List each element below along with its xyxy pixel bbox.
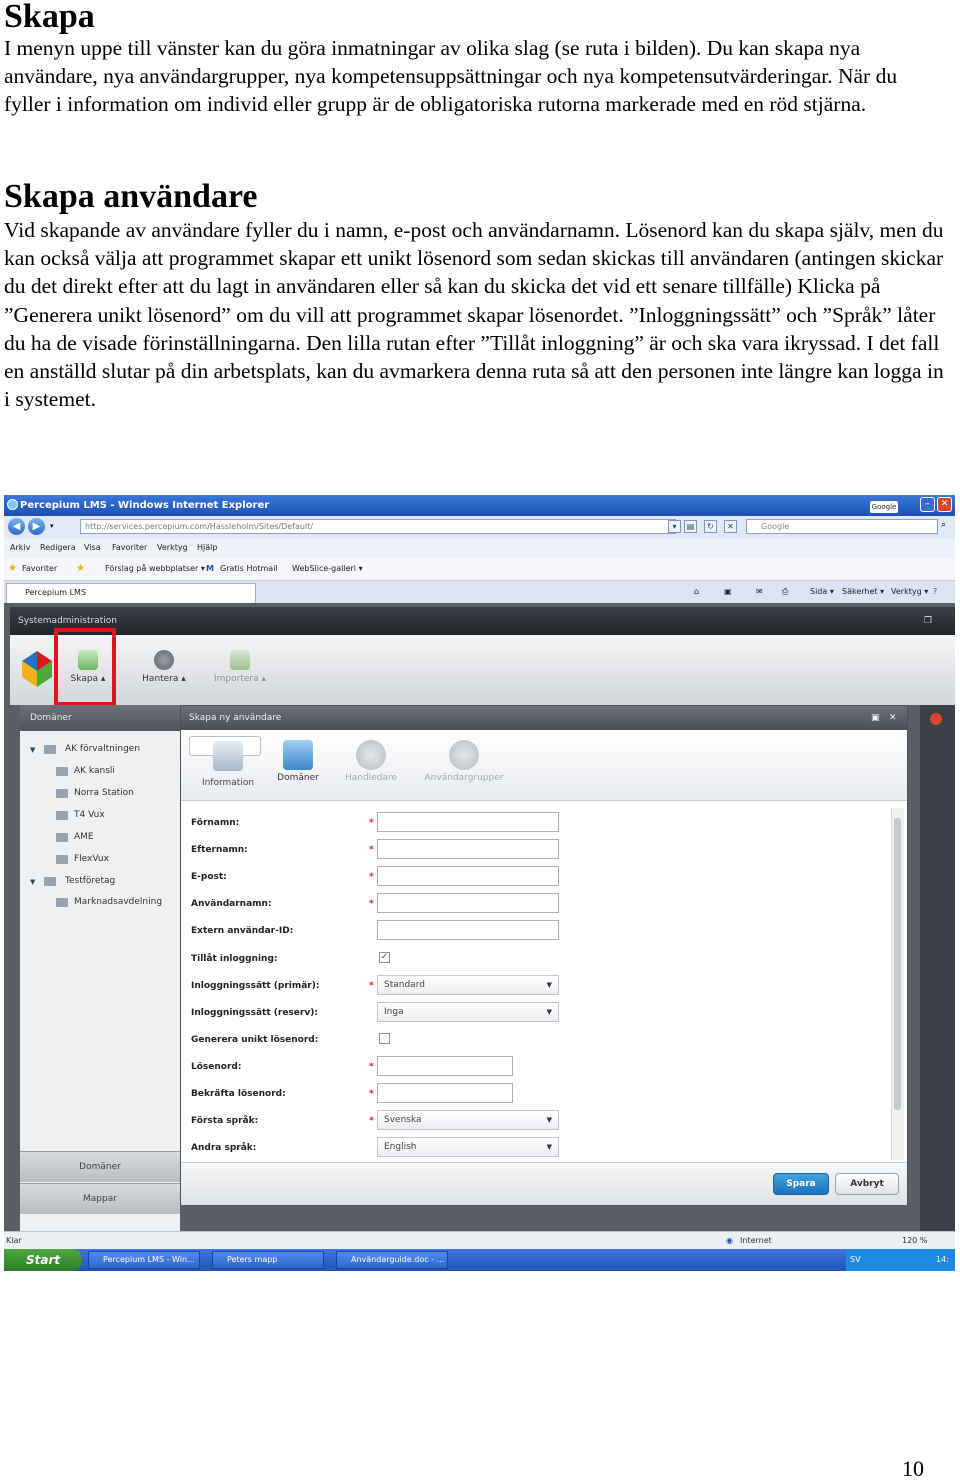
label-external-id: Extern användar-ID:: [191, 926, 294, 936]
required-star: *: [369, 845, 374, 855]
tab-user-groups[interactable]: [419, 736, 509, 794]
required-star: *: [369, 899, 374, 909]
label-login-primary: Inloggningssätt (primär):: [191, 981, 320, 991]
feeds-icon[interactable]: ▣: [724, 587, 732, 596]
required-star: *: [369, 981, 374, 991]
taskbar: [4, 1249, 955, 1271]
intro-paragraph: I menyn uppe till vänster kan du göra inmatningar av olika slag (se ruta i bilden). Du kan skapa nya användare, nya användargrupper, nya kompetensuppsättningar och nya kompetensutvärderingar. När du fyller i information om individ eller grupp är de obligatoriska rutorna markerade med en röd stjärna.: [4, 36, 898, 117]
label-firstname: Förnamn:: [191, 818, 240, 828]
allow-login-checkbox[interactable]: ✓: [380, 952, 389, 962]
confirm-password-input[interactable]: [377, 1083, 513, 1103]
folder-icon: [56, 833, 68, 842]
scrollbar-thumb[interactable]: [894, 818, 901, 1110]
email-input[interactable]: [377, 866, 559, 886]
save-button[interactable]: Spara: [773, 1173, 829, 1195]
create-user-dialog: [180, 705, 908, 1205]
ribbon-manage-label: Hantera: [142, 674, 179, 684]
login-primary-value: Standard: [384, 980, 425, 990]
menu-hjalp[interactable]: Hjälp: [197, 543, 218, 552]
sidebar-domains-tab[interactable]: Domäner: [20, 1151, 180, 1182]
favorites-star-icon: ★: [8, 563, 17, 574]
hotmail-link[interactable]: Gratis Hotmail: [220, 564, 278, 573]
language-indicator[interactable]: SV: [850, 1255, 861, 1264]
folder-icon: [56, 811, 68, 820]
tab-supervisors-label: Handledare: [344, 773, 397, 783]
required-star: *: [369, 872, 374, 882]
menu-arkiv[interactable]: Arkiv: [10, 543, 31, 552]
sidebar-folders-tab[interactable]: Mappar: [20, 1183, 180, 1214]
back-button[interactable]: ◀: [8, 518, 25, 535]
favorites-bar: [4, 558, 955, 581]
page-menu[interactable]: Sida ▾: [810, 587, 834, 596]
import-icon: [230, 650, 250, 670]
dialog-header: [181, 706, 907, 730]
login-backup-select[interactable]: [377, 1002, 559, 1022]
close-panel-icon[interactable]: [930, 713, 942, 725]
create-user-paragraph: Vid skapande av användare fyller du i namn, e-post och användarnamn. Lösenord kan du skapa själv, men du kan också välja att programmet skapar ett unikt lösenord som sedan skickas till användaren (antingen skickar du det direkt efter att du lagt in användaren eller så kan du skicka det vid ett senare tillfälle) Klicka på ”Generera unikt lösenord” om du vill att programmet skapar lösenordet. ”Inloggningssätt” och ”Språk” låter du ha de visade förinställningarna. Den lilla rutan efter ”Tillåt inloggning” är och ska vara ikryssad. I det fall en anställd slutar på din arbetsplats, kan du avmarkera denna ruta så att den personen inte längre kan logga in i systemet.: [4, 218, 944, 412]
zoom-level[interactable]: 120 %: [902, 1236, 928, 1245]
label-login-backup: Inloggningssätt (reserv):: [191, 1008, 318, 1018]
tree-label: AK kansli: [74, 766, 115, 776]
tab-information[interactable]: [189, 736, 261, 788]
menu-visa[interactable]: Visa: [84, 543, 101, 552]
compat-view-icon[interactable]: ▤: [684, 520, 697, 533]
tab-domains[interactable]: [271, 736, 325, 794]
tab-domains-label: Domäner: [277, 773, 319, 783]
help-icon[interactable]: ?: [933, 587, 938, 596]
refresh-icon[interactable]: ↻: [704, 520, 717, 533]
tree-expand-icon[interactable]: ▼: [30, 746, 36, 754]
sysadmin-title: Systemadministration: [18, 616, 117, 626]
tree-label: Norra Station: [74, 788, 134, 798]
print-icon[interactable]: ⎙: [782, 587, 789, 596]
address-input[interactable]: http://services.percepium.com/Hassleholm/Sites/Default/: [80, 519, 676, 534]
ribbon-create-label: Skapa: [70, 674, 99, 684]
heading-skapa: Skapa: [4, 0, 95, 35]
tree-expand-icon[interactable]: ▼: [30, 878, 36, 886]
forward-button[interactable]: ▶: [28, 518, 45, 535]
search-icon[interactable]: ⌕: [941, 520, 947, 530]
required-star: *: [369, 818, 374, 828]
login-backup-value: Inga: [384, 1007, 404, 1017]
page-number: 10: [902, 1456, 924, 1481]
tab-user-groups-label: Användargrupper: [424, 773, 504, 783]
minimize-button[interactable]: –: [920, 497, 935, 512]
tree-label: T4 Vux: [74, 810, 105, 820]
tab-supervisors[interactable]: [339, 736, 403, 794]
ribbon-import-label: Importera: [213, 674, 259, 684]
firstname-input[interactable]: [377, 812, 559, 832]
lastname-input[interactable]: [377, 839, 559, 859]
home-icon[interactable]: ⌂: [694, 587, 700, 596]
percepium-logo-icon: [22, 651, 52, 687]
window-restore-icon[interactable]: ❐: [924, 616, 933, 626]
stop-icon[interactable]: ✕: [724, 520, 737, 533]
cancel-button[interactable]: Avbryt: [835, 1173, 899, 1195]
first-language-select[interactable]: [377, 1110, 559, 1130]
tree-label: FlexVux: [74, 854, 109, 864]
address-bar-row: [4, 516, 955, 538]
google-toolbar-label: Google: [871, 503, 897, 511]
suggested-sites-link[interactable]: Förslag på webbplatser ▾: [105, 564, 205, 573]
screenshot: [4, 495, 955, 1271]
tree-label: Testföretag: [65, 876, 116, 886]
hotmail-icon: M: [206, 564, 214, 573]
dialog-footer: [181, 1162, 907, 1205]
label-confirm-password: Bekräfta lösenord:: [191, 1089, 286, 1099]
form-scrollbar[interactable]: [891, 808, 904, 1160]
history-dropdown-icon[interactable]: ▾: [50, 522, 54, 530]
required-star: *: [369, 1089, 374, 1099]
menu-favoriter[interactable]: Favoriter: [112, 543, 148, 552]
chevron-down-icon: ▼: [546, 1143, 552, 1151]
external-id-input[interactable]: [377, 920, 559, 940]
webslice-link[interactable]: WebSlice-galleri ▾: [292, 564, 363, 573]
menu-verktyg[interactable]: Verktyg: [157, 543, 188, 552]
menu-bar: [4, 538, 955, 558]
chevron-down-icon: ▼: [546, 1116, 552, 1124]
tools-menu[interactable]: Verktyg ▾: [891, 587, 929, 596]
highlight-box: [54, 628, 116, 706]
information-icon: [213, 741, 243, 771]
folder-icon: [56, 789, 68, 798]
dialog-close-icon[interactable]: ✕: [889, 713, 897, 723]
login-primary-select[interactable]: [377, 975, 559, 995]
tab-row: [4, 581, 955, 603]
ribbon-import-button[interactable]: Importera ▴: [212, 650, 268, 684]
second-language-select[interactable]: [377, 1137, 559, 1157]
label-lastname: Efternamn:: [191, 845, 248, 855]
add-favorite-icon[interactable]: ★: [76, 563, 85, 574]
label-second-language: Andra språk:: [191, 1143, 257, 1153]
supervisor-icon: [356, 740, 386, 770]
chevron-down-icon: ▼: [546, 1008, 552, 1016]
ribbon: [10, 635, 955, 705]
globe-icon: ◉: [726, 1236, 733, 1245]
label-email: E-post:: [191, 872, 227, 882]
search-input[interactable]: Google: [746, 519, 938, 534]
security-zone: Internet: [740, 1236, 772, 1245]
ribbon-create-button[interactable]: Skapa ▴: [60, 650, 116, 684]
tree-label: AK förvaltningen: [65, 744, 141, 754]
heading-skapa-anvandare: Skapa användare: [4, 178, 258, 215]
username-input[interactable]: [377, 893, 559, 913]
menu-redigera[interactable]: Redigera: [40, 543, 76, 552]
folder-icon: [56, 855, 68, 864]
status-bar: [4, 1231, 955, 1250]
mail-icon[interactable]: ✉: [756, 587, 763, 596]
system-tray: [846, 1249, 955, 1271]
browser-tab[interactable]: Percepium LMS: [6, 583, 256, 603]
address-dropdown-icon[interactable]: ▾: [668, 520, 681, 533]
status-text: Klar: [6, 1236, 22, 1245]
ribbon-manage-button[interactable]: Hantera ▴: [136, 650, 192, 684]
safety-menu[interactable]: Säkerhet ▾: [842, 587, 885, 596]
second-language-value: English: [384, 1142, 417, 1152]
required-star: *: [369, 1116, 374, 1126]
label-username: Användarnamn:: [191, 899, 272, 909]
generate-password-checkbox[interactable]: [379, 1033, 390, 1044]
folder-icon: [44, 877, 56, 886]
window-title: Percepium LMS - Windows Internet Explorer: [20, 500, 270, 511]
tree-label: Marknadsavdelning: [74, 897, 163, 907]
clock: 14:: [936, 1255, 949, 1264]
ie-logo-icon: [7, 499, 18, 510]
right-panel: [920, 705, 955, 1231]
start-button[interactable]: Start: [4, 1249, 82, 1271]
label-generate-password: Generera unikt lösenord:: [191, 1035, 319, 1045]
password-input[interactable]: [377, 1056, 513, 1076]
domains-folder-icon: [283, 740, 313, 770]
dialog-maximize-icon[interactable]: ▣: [871, 713, 880, 723]
label-first-language: Första språk:: [191, 1116, 259, 1126]
required-star: *: [369, 1062, 374, 1072]
favorites-button[interactable]: Favoriter: [22, 564, 58, 573]
folder-icon: [56, 767, 68, 776]
task-anvandarguide[interactable]: Användarguide.doc - ...: [336, 1251, 448, 1269]
dialog-tabs: [181, 730, 907, 801]
label-allow-login: Tillåt inloggning:: [191, 954, 278, 964]
tab-information-label: Information: [201, 778, 255, 788]
task-peters-mapp[interactable]: Peters mapp: [212, 1251, 324, 1269]
folder-icon: [56, 898, 68, 907]
window-titlebar: [4, 495, 955, 516]
sidebar-header: Domäner: [20, 705, 180, 731]
first-language-value: Svenska: [384, 1115, 422, 1125]
label-password: Lösenord:: [191, 1062, 242, 1072]
close-window-button[interactable]: ✕: [937, 497, 952, 512]
tree-label: AME: [74, 832, 94, 842]
gear-icon: [154, 650, 174, 670]
task-percepium[interactable]: Percepium LMS - Win...: [88, 1251, 200, 1269]
folder-icon: [44, 745, 56, 754]
user-group-icon: [449, 740, 479, 770]
dialog-title: Skapa ny användare: [189, 713, 282, 723]
sysadmin-bar: [10, 607, 955, 635]
chevron-down-icon: ▼: [546, 981, 552, 989]
